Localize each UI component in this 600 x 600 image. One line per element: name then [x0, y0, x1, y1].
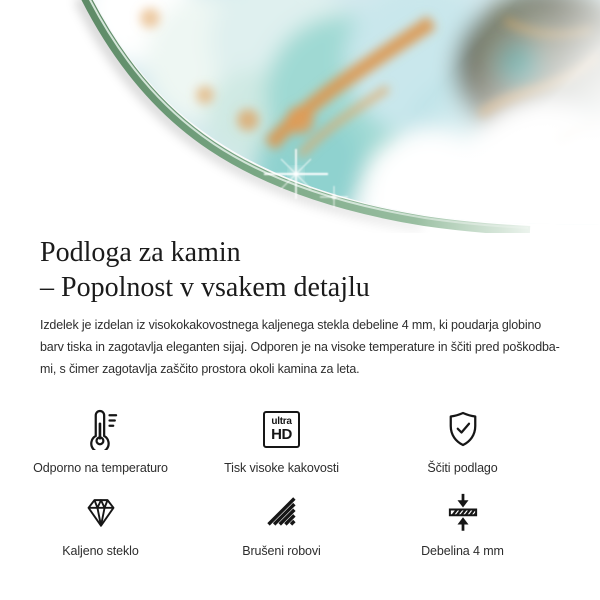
page-title-line-2: – Popolnost v vsakem detajlu — [40, 272, 370, 303]
feature-item-tempered-glass — [10, 489, 191, 558]
feature-label: Debelina 4 mm — [421, 544, 504, 558]
ultra-hd-icon — [263, 406, 300, 452]
shield-check-icon — [443, 406, 483, 452]
feature-item-high-quality-print — [191, 406, 372, 475]
product-image — [0, 0, 600, 233]
ultra-hd-badge-top: ultra — [271, 415, 292, 427]
feature-label: Ščiti podlago — [427, 461, 498, 475]
feature-item-temperature-resistant — [10, 406, 191, 475]
page-title-line-1: Podloga za kamin — [40, 237, 241, 268]
product-description — [40, 314, 580, 380]
description-line-3: mi, s čimer zagotavlja zaščito prostora okoli kamina za leta. — [40, 362, 360, 376]
glass-panel-photo — [0, 0, 600, 233]
diagonal-stripes-icon — [264, 489, 300, 535]
feature-label: Brušeni robovi — [242, 544, 321, 558]
page-title — [40, 235, 560, 305]
diamond-icon — [82, 489, 120, 535]
description-line-1: Izdelek je izdelan iz visokokakovostnega kaljenega stekla debeline 4 mm, ki poudarja globino — [40, 318, 542, 332]
feature-label: Kaljeno steklo — [62, 544, 139, 558]
feature-label: Tisk visoke kakovosti — [224, 461, 339, 475]
features-grid — [10, 406, 553, 558]
feature-label: Odporno na temperaturo — [33, 461, 168, 475]
thickness-press-icon — [443, 489, 483, 535]
feature-item-beveled-edges — [191, 489, 372, 558]
thermometer-icon — [80, 406, 122, 452]
ultra-hd-badge-bottom: HD — [271, 425, 292, 443]
description-line-2: barv tiska in zagotavlja eleganten sijaj. Odporen je na visoke temperature in ščiti pred poškodba- — [40, 340, 560, 354]
feature-item-thickness — [372, 489, 553, 558]
feature-item-protects-surface — [372, 406, 553, 475]
